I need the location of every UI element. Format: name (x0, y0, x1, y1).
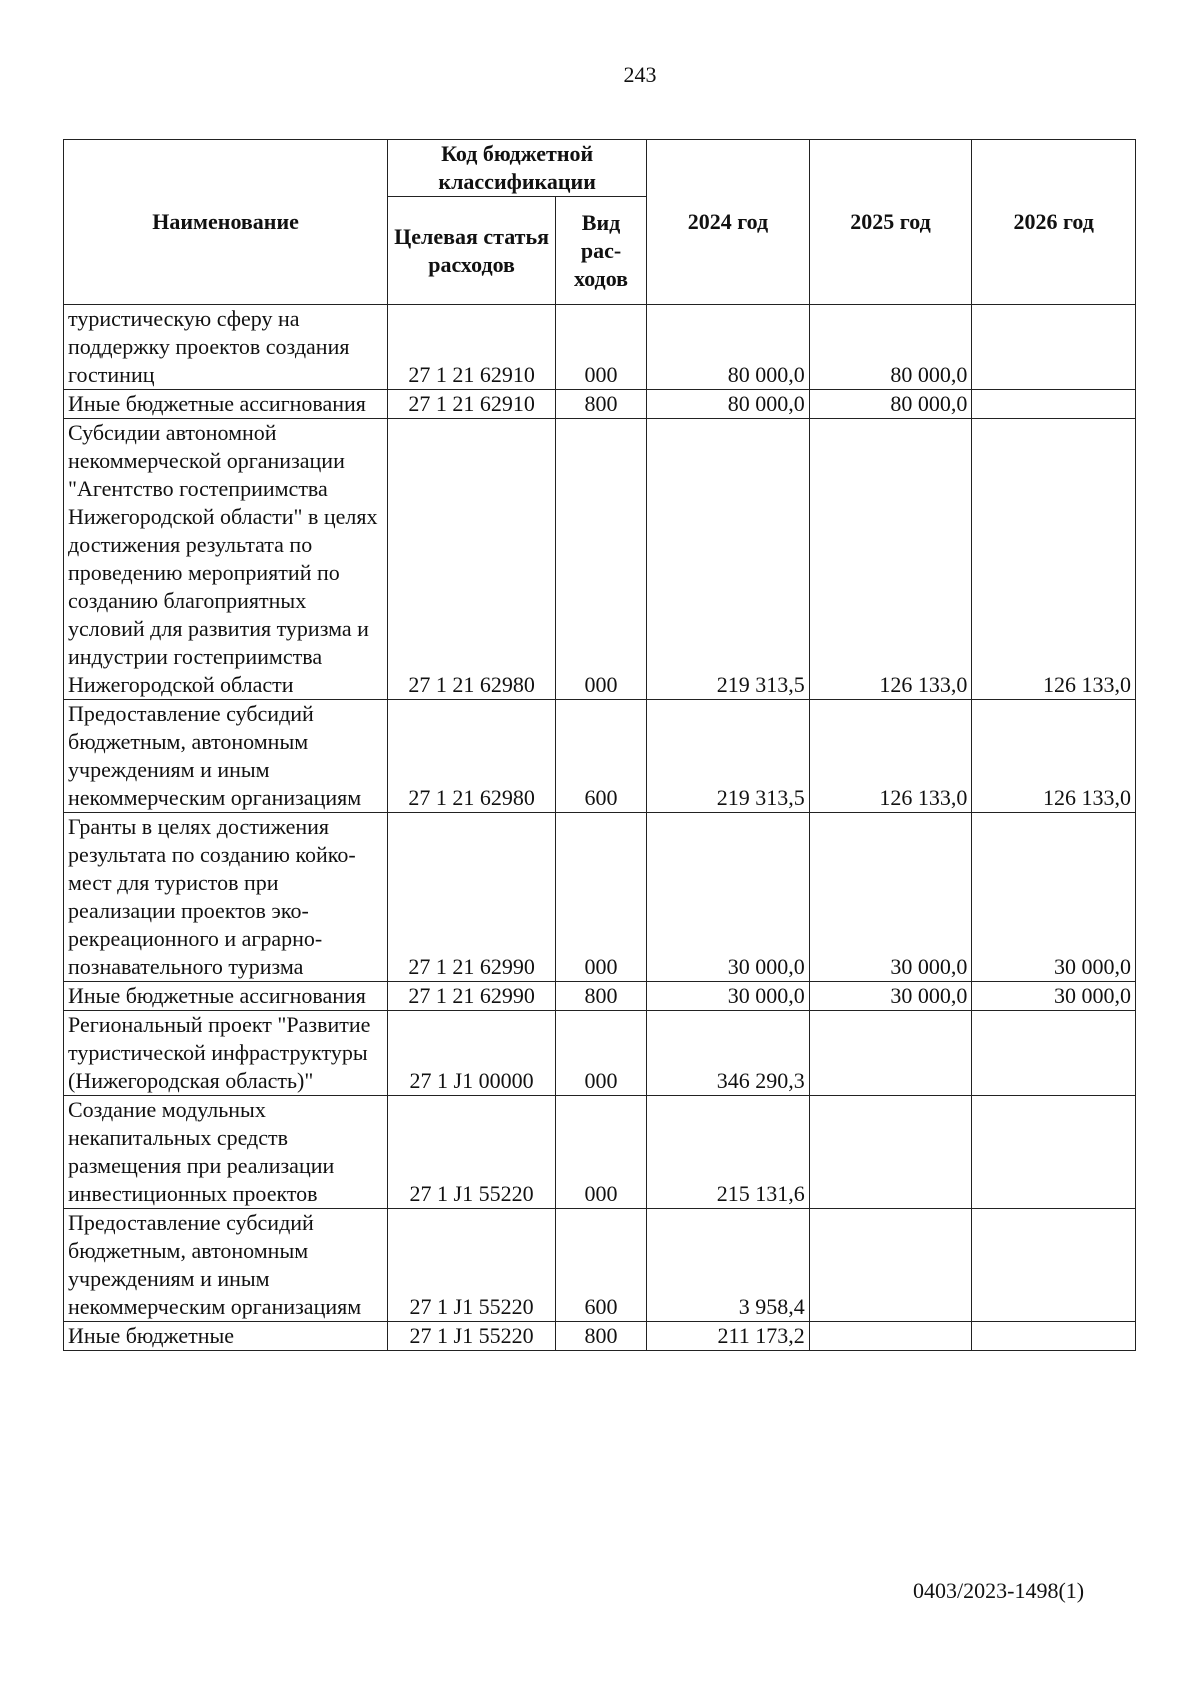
table-row (64, 1322, 1136, 1351)
row-type: 000 (555, 305, 646, 390)
row-type: 600 (555, 700, 646, 813)
row-type: 800 (555, 982, 646, 1011)
table-row (64, 1209, 1136, 1322)
row-2024: 219 313,5 (647, 700, 810, 813)
row-2025 (809, 1096, 972, 1209)
table-body (64, 305, 1136, 1351)
row-2026 (972, 1011, 1136, 1096)
header-name: Наименование (64, 140, 388, 305)
row-2025: 30 000,0 (809, 813, 972, 982)
header-code-group: Код бюджетной классификации (388, 140, 647, 197)
row-2026 (972, 305, 1136, 390)
table-row (64, 700, 1136, 813)
row-name: Предоставление субсидий бюджетным, автономным учреждениям и иным некоммерческим организациям (64, 700, 388, 813)
row-2026 (972, 390, 1136, 419)
row-code: 27 1 21 62980 (388, 419, 556, 700)
table-row (64, 813, 1136, 982)
header-expense-type: Вид рас-ходов (555, 197, 646, 305)
table-header (64, 140, 1136, 305)
table-row (64, 419, 1136, 700)
row-2025: 80 000,0 (809, 305, 972, 390)
row-name: Региональный проект "Развитие туристической инфраструктуры (Нижегородская область)" (64, 1011, 388, 1096)
row-name: Иные бюджетные ассигнования (64, 982, 388, 1011)
table-row (64, 1011, 1136, 1096)
row-name: Предоставление субсидий бюджетным, автономным учреждениям и иным некоммерческим организациям (64, 1209, 388, 1322)
row-code: 27 1 J1 00000 (388, 1011, 556, 1096)
row-2026: 126 133,0 (972, 700, 1136, 813)
row-name: Иные бюджетные (64, 1322, 388, 1351)
row-code: 27 1 J1 55220 (388, 1096, 556, 1209)
row-name: Создание модульных некапитальных средств размещения при реализации инвестиционных проектов (64, 1096, 388, 1209)
row-2024: 219 313,5 (647, 419, 810, 700)
row-2026 (972, 1322, 1136, 1351)
row-code: 27 1 21 62990 (388, 813, 556, 982)
row-name: туристическую сферу на поддержку проектов создания гостиниц (64, 305, 388, 390)
row-2026: 30 000,0 (972, 813, 1136, 982)
row-type: 600 (555, 1209, 646, 1322)
row-2024: 80 000,0 (647, 305, 810, 390)
header-2025: 2025 год (809, 140, 972, 305)
page-number: 243 (623, 62, 657, 87)
table-row (64, 390, 1136, 419)
table-row (64, 305, 1136, 390)
row-2025 (809, 1209, 972, 1322)
row-type: 000 (555, 419, 646, 700)
row-2024: 215 131,6 (647, 1096, 810, 1209)
row-code: 27 1 21 62980 (388, 700, 556, 813)
row-code: 27 1 21 62910 (388, 305, 556, 390)
table-row (64, 1096, 1136, 1209)
header-target-article: Целевая статья расходов (388, 197, 556, 305)
row-2025: 126 133,0 (809, 419, 972, 700)
row-code: 27 1 J1 55220 (388, 1209, 556, 1322)
row-type: 800 (555, 390, 646, 419)
row-2025 (809, 1011, 972, 1096)
row-type: 000 (555, 1096, 646, 1209)
row-2026: 126 133,0 (972, 419, 1136, 700)
row-code: 27 1 21 62990 (388, 982, 556, 1011)
row-2025: 126 133,0 (809, 700, 972, 813)
row-2026 (972, 1096, 1136, 1209)
row-name: Субсидии автономной некоммерческой организации "Агентство гостеприимства Нижегородской области" в целях достижения результата по проведению мероприятий по созданию благоприятных условий для развития туризма и индустрии гостеприимства Нижегородской области (64, 419, 388, 700)
row-type: 800 (555, 1322, 646, 1351)
row-2025: 80 000,0 (809, 390, 972, 419)
row-2024: 3 958,4 (647, 1209, 810, 1322)
row-2024: 80 000,0 (647, 390, 810, 419)
table-row (64, 982, 1136, 1011)
row-2024: 346 290,3 (647, 1011, 810, 1096)
row-code: 27 1 21 62910 (388, 390, 556, 419)
row-code: 27 1 J1 55220 (388, 1322, 556, 1351)
row-2024: 30 000,0 (647, 813, 810, 982)
row-type: 000 (555, 1011, 646, 1096)
row-2024: 30 000,0 (647, 982, 810, 1011)
row-2025: 30 000,0 (809, 982, 972, 1011)
row-2026 (972, 1209, 1136, 1322)
header-2024: 2024 год (647, 140, 810, 305)
header-2026: 2026 год (972, 140, 1136, 305)
document-number: 0403/2023-1498(1) (913, 1578, 1085, 1603)
row-type: 000 (555, 813, 646, 982)
row-2026: 30 000,0 (972, 982, 1136, 1011)
row-name: Иные бюджетные ассигнования (64, 390, 388, 419)
budget-table (63, 139, 1136, 1351)
row-2024: 211 173,2 (647, 1322, 810, 1351)
row-name: Гранты в целях достижения результата по созданию койко-мест для туристов при реализации проектов эко-рекреационного и аграрно-познавательного туризма (64, 813, 388, 982)
row-2025 (809, 1322, 972, 1351)
